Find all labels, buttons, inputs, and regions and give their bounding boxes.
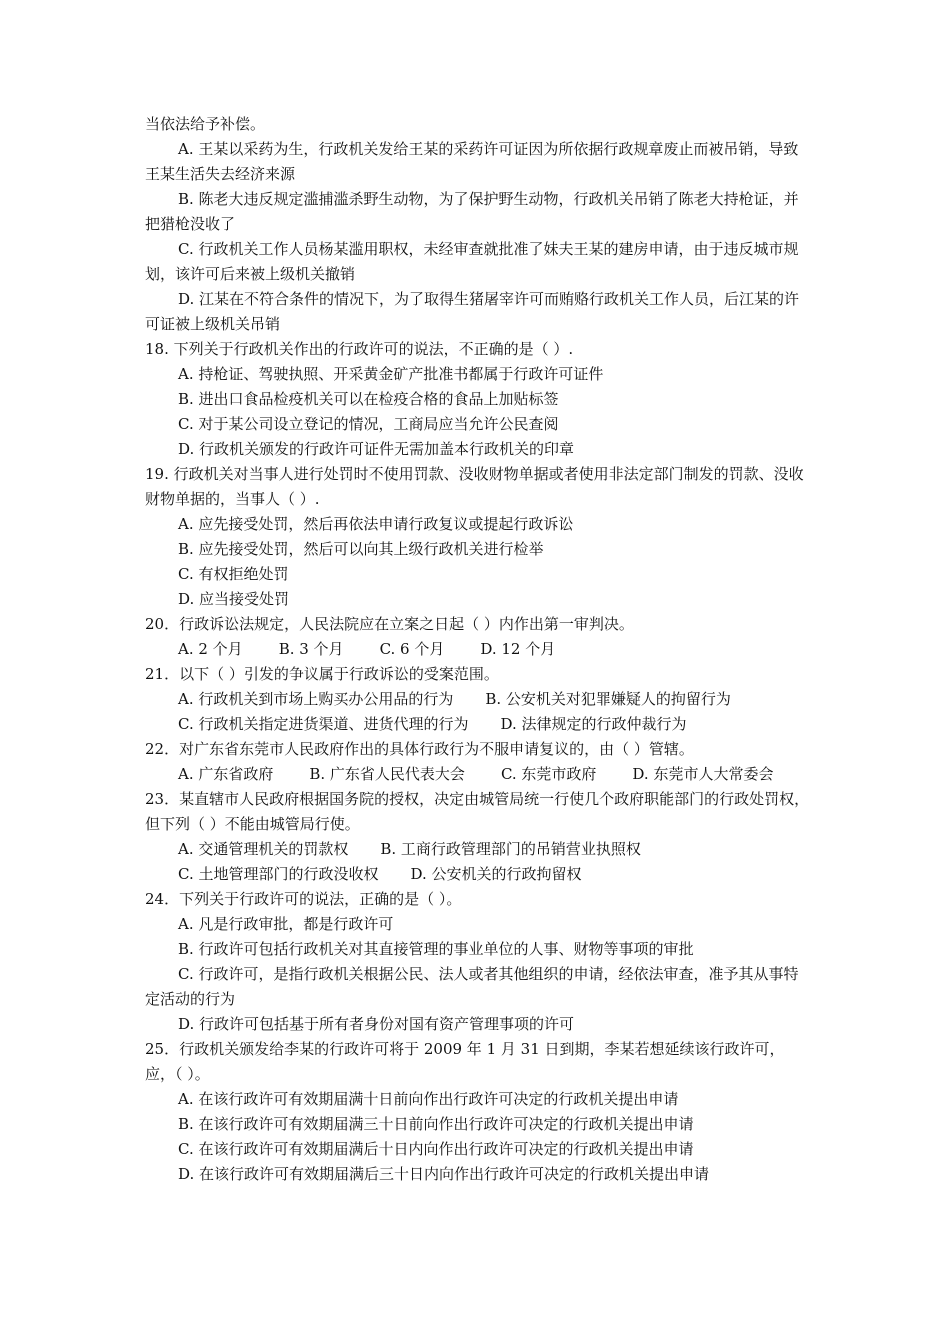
question-22-stem: 22．对广东省东莞市人民政府作出的具体行政行为不服申请复议的，由（ ）管辖。 <box>145 740 694 758</box>
question-22-option-a: A. 广东省政府 <box>178 765 274 783</box>
question-23-option-a: A. 交通管理机关的罚款权 <box>178 840 349 858</box>
question-22-option-d: D. 东莞市人大常委会 <box>632 765 774 783</box>
question-21-option-c: C. 行政机关指定进货渠道、进货代理的行为 <box>178 715 469 733</box>
question-19-option-a: A. 应先接受处罚，然后再依法申请行政复议或提起行政诉讼 <box>178 515 574 533</box>
question-24-option-c: C. 行政许可，是指行政机关根据公民、法人或者其他组织的申请，经依法审查，准予其从事特定活动的行为 <box>145 965 799 1008</box>
question-23-options-row2 <box>145 862 810 887</box>
lead-option-d: D. 江某在不符合条件的情况下，为了取得生猪屠宰许可而贿赂行政机关工作人员，后江某的许可证被上级机关吊销 <box>145 290 800 333</box>
question-19-option-d: D. 应当接受处罚 <box>178 590 290 608</box>
question-25-option-b: B. 在该行政许可有效期届满三十日前向作出行政许可决定的行政机关提出申请 <box>178 1115 694 1133</box>
question-21-stem: 21．以下（ ）引发的争议属于行政诉讼的受案范围。 <box>145 665 499 683</box>
question-25-stem: 25．行政机关颁发给李某的行政许可将于 2009 年 1 月 31 日到期，李某若想延续该行政许可，应，（ ）。 <box>145 1040 785 1083</box>
lead-option-a: A. 王某以采药为生，行政机关发给王某的采药许可证因为所依据行政规章废止而被吊销，导致王某生活失去经济来源 <box>145 140 799 183</box>
question-20-option-c: C. 6 个月 <box>379 640 445 658</box>
question-18-stem: 18. 下列关于行政机关作出的行政许可的说法，不正确的是（ ）. <box>145 340 574 358</box>
question-21-option-d: D. 法律规定的行政仲裁行为 <box>500 715 687 733</box>
question-25-option-c: C. 在该行政许可有效期届满后十日内向作出行政许可决定的行政机关提出申请 <box>178 1140 694 1158</box>
question-24-stem: 24．下列关于行政许可的说法，正确的是（ ）。 <box>145 890 462 908</box>
question-24-option-b: B. 行政许可包括行政机关对其直接管理的事业单位的人事、财物等事项的审批 <box>178 940 694 958</box>
question-20-option-b: B. 3 个月 <box>278 640 344 658</box>
question-23-option-c: C. 土地管理部门的行政没收权 <box>178 865 379 883</box>
document-page <box>145 112 810 1187</box>
question-22-option-b: B. 广东省人民代表大会 <box>309 765 465 783</box>
question-18-option-d: D. 行政机关颁发的行政许可证件无需加盖本行政机关的印章 <box>178 440 575 458</box>
question-23-stem: 23．某直辖市人民政府根据国务院的授权，决定由城管局统一行使几个政府职能部门的行政处罚权，但下列（ ）不能由城管局行使。 <box>145 790 810 833</box>
question-20-option-a: A. 2 个月 <box>178 640 243 658</box>
question-22-option-c: C. 东莞市政府 <box>500 765 597 783</box>
question-21-option-a: A. 行政机关到市场上购买办公用品的行为 <box>178 690 454 708</box>
question-23-options-row1 <box>145 837 810 862</box>
question-21-options-row1 <box>145 687 810 712</box>
question-18-option-c: C. 对于某公司设立登记的情况，工商局应当允许公民查阅 <box>178 415 559 433</box>
question-19-option-b: B. 应先接受处罚，然后可以向其上级行政机关进行检举 <box>178 540 544 558</box>
question-19-option-c: C. 有权拒绝处罚 <box>178 565 289 583</box>
lead-option-b: B. 陈老大违反规定滥捕滥杀野生动物，为了保护野生动物，行政机关吊销了陈老大持枪证，并把猎枪没收了 <box>145 190 799 233</box>
lead-text: 当依法给予补偿。 <box>145 115 266 133</box>
question-20-stem: 20．行政诉讼法规定，人民法院应在立案之日起（ ）内作出第一审判决。 <box>145 615 634 633</box>
lead-option-c: C. 行政机关工作人员杨某滥用职权，未经审查就批准了妹夫王某的建房申请，由于违反城市规划，该许可后来被上级机关撤销 <box>145 240 799 283</box>
question-20-options <box>145 637 810 662</box>
question-23-option-d: D. 公安机关的行政拘留权 <box>410 865 582 883</box>
question-24-option-d: D. 行政许可包括基于所有者身份对国有资产管理事项的许可 <box>178 1015 575 1033</box>
question-19-stem: 19. 行政机关对当事人进行处罚时不使用罚款、没收财物单据或者使用非法定部门制发的罚款、没收财物单据的，当事人（ ）. <box>145 465 804 508</box>
question-22-options <box>145 762 810 787</box>
question-18-option-b: B. 进出口食品检疫机关可以在检疫合格的食品上加贴标签 <box>178 390 559 408</box>
question-24-option-a: A. 凡是行政审批，都是行政许可 <box>178 915 394 933</box>
question-21-option-b: B. 公安机关对犯罪嫌疑人的拘留行为 <box>485 690 731 708</box>
question-20-option-d: D. 12 个月 <box>480 640 556 658</box>
question-25-option-d: D. 在该行政许可有效期届满后三十日内向作出行政许可决定的行政机关提出申请 <box>178 1165 710 1183</box>
question-23-option-b: B. 工商行政管理部门的吊销营业执照权 <box>380 840 641 858</box>
question-21-options-row2 <box>145 712 810 737</box>
question-18-option-a: A. 持枪证、驾驶执照、开采黄金矿产批准书都属于行政许可证件 <box>178 365 604 383</box>
question-25-option-a: A. 在该行政许可有效期届满十日前向作出行政许可决定的行政机关提出申请 <box>178 1090 679 1108</box>
